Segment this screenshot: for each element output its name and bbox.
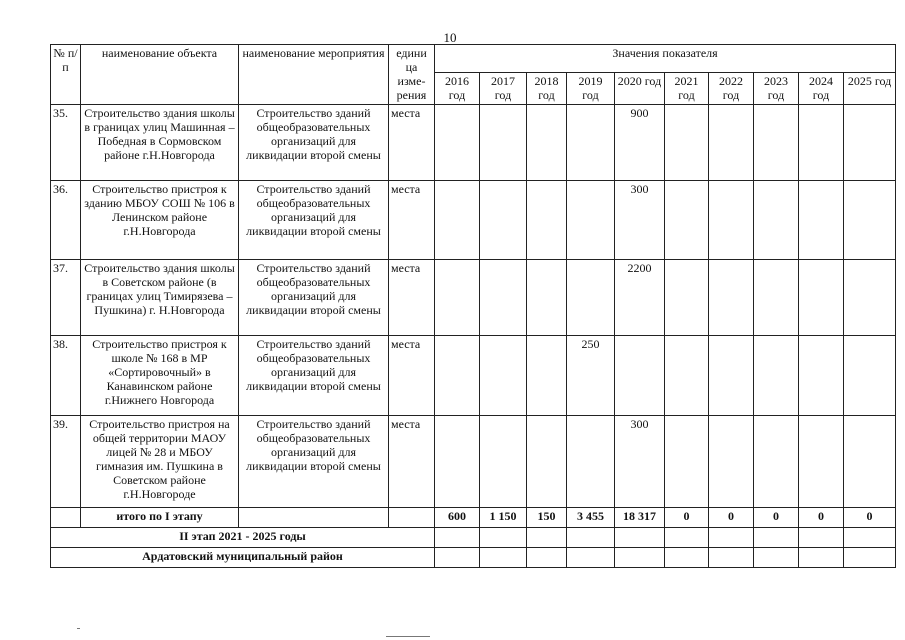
row-value bbox=[435, 416, 480, 508]
row-value bbox=[567, 416, 615, 508]
row-unit: места bbox=[389, 260, 435, 336]
row-value bbox=[754, 260, 799, 336]
row-value bbox=[567, 181, 615, 260]
scan-line bbox=[386, 636, 430, 637]
row-value bbox=[754, 181, 799, 260]
header-year: 2021 год bbox=[665, 73, 709, 105]
row-object: Строительство здания школы в границах улиц Машинная – Победная в Сормовском районе г.Н.Новгорода bbox=[81, 105, 239, 181]
row-value bbox=[567, 260, 615, 336]
row-unit: места bbox=[389, 336, 435, 416]
row-value bbox=[527, 416, 567, 508]
total-value: 0 bbox=[799, 508, 844, 528]
district-row bbox=[51, 548, 896, 568]
indicators-table bbox=[50, 44, 896, 568]
row-value bbox=[799, 336, 844, 416]
table-row bbox=[51, 260, 896, 336]
total-unit-cell bbox=[389, 508, 435, 528]
row-value bbox=[480, 260, 527, 336]
row-value bbox=[665, 260, 709, 336]
table-row bbox=[51, 105, 896, 181]
total-value: 3 455 bbox=[567, 508, 615, 528]
row-value bbox=[527, 336, 567, 416]
row-value bbox=[527, 260, 567, 336]
row-value bbox=[527, 181, 567, 260]
total-event-cell bbox=[239, 508, 389, 528]
total-value: 600 bbox=[435, 508, 480, 528]
row-value bbox=[709, 105, 754, 181]
row-value: 250 bbox=[567, 336, 615, 416]
header-year: 2016 год bbox=[435, 73, 480, 105]
header-year: 2023 год bbox=[754, 73, 799, 105]
table-row bbox=[51, 181, 896, 260]
total-value: 0 bbox=[754, 508, 799, 528]
total-label: итого по I этапу bbox=[81, 508, 239, 528]
row-number: 37. bbox=[51, 260, 81, 336]
district-label: Ардатовский муниципальный район bbox=[51, 548, 435, 568]
total-value: 0 bbox=[709, 508, 754, 528]
row-value bbox=[480, 181, 527, 260]
row-value bbox=[665, 336, 709, 416]
row-value bbox=[480, 336, 527, 416]
header-object: наименование объекта bbox=[81, 45, 239, 105]
row-value bbox=[844, 336, 896, 416]
header-year: 2017 год bbox=[480, 73, 527, 105]
header-unit: едини ца изме-рения bbox=[389, 45, 435, 105]
row-value bbox=[435, 336, 480, 416]
header-event: наименование мероприятия bbox=[239, 45, 389, 105]
row-value: 300 bbox=[615, 181, 665, 260]
row-unit: места bbox=[389, 105, 435, 181]
row-value bbox=[615, 336, 665, 416]
row-value bbox=[665, 181, 709, 260]
total-row bbox=[51, 508, 896, 528]
row-unit: места bbox=[389, 181, 435, 260]
row-value bbox=[754, 336, 799, 416]
stage-row bbox=[51, 528, 896, 548]
scan-line bbox=[77, 628, 80, 629]
table-row bbox=[51, 416, 896, 508]
row-value bbox=[709, 336, 754, 416]
total-value: 150 bbox=[527, 508, 567, 528]
row-event: Строительство зданий общеобразовательных организаций для ликвидации второй смены bbox=[239, 105, 389, 181]
total-value: 0 bbox=[665, 508, 709, 528]
row-object: Строительство пристроя на общей территории МАОУ лицей № 28 и МБОУ гимназия им. Пушкина в Советском районе г.Н.Новгороде bbox=[81, 416, 239, 508]
row-event: Строительство зданий общеобразовательных организаций для ликвидации второй смены bbox=[239, 260, 389, 336]
row-object: Строительство пристроя к школе № 168 в МР «Сортировочный» в Канавинском районе г.Нижнего Новгорода bbox=[81, 336, 239, 416]
row-value bbox=[435, 181, 480, 260]
row-value bbox=[567, 105, 615, 181]
row-value bbox=[709, 416, 754, 508]
row-value bbox=[799, 181, 844, 260]
total-value: 1 150 bbox=[480, 508, 527, 528]
row-event: Строительство зданий общеобразовательных организаций для ликвидации второй смены bbox=[239, 336, 389, 416]
row-number: 35. bbox=[51, 105, 81, 181]
row-value: 900 bbox=[615, 105, 665, 181]
row-value bbox=[709, 260, 754, 336]
row-value bbox=[799, 105, 844, 181]
row-value bbox=[665, 105, 709, 181]
row-value bbox=[665, 416, 709, 508]
row-value bbox=[754, 105, 799, 181]
header-year: 2018 год bbox=[527, 73, 567, 105]
total-value: 18 317 bbox=[615, 508, 665, 528]
row-event: Строительство зданий общеобразовательных организаций для ликвидации второй смены bbox=[239, 416, 389, 508]
header-num: № п/п bbox=[51, 45, 81, 105]
header-values: Значения показателя bbox=[435, 45, 896, 73]
row-object: Строительство пристроя к зданию МБОУ СОШ № 106 в Ленинском районе г.Н.Новгорода bbox=[81, 181, 239, 260]
row-value bbox=[844, 416, 896, 508]
page-number: 10 bbox=[443, 30, 457, 45]
header-year: 2025 год bbox=[844, 73, 896, 105]
row-number: 36. bbox=[51, 181, 81, 260]
row-value bbox=[844, 260, 896, 336]
row-value bbox=[754, 416, 799, 508]
row-value: 2200 bbox=[615, 260, 665, 336]
table-row bbox=[51, 336, 896, 416]
row-value bbox=[480, 105, 527, 181]
row-value: 300 bbox=[615, 416, 665, 508]
row-event: Строительство зданий общеобразовательных организаций для ликвидации второй смены bbox=[239, 181, 389, 260]
row-value bbox=[435, 260, 480, 336]
header-year: 2020 год bbox=[615, 73, 665, 105]
stage-label: II этап 2021 - 2025 годы bbox=[51, 528, 435, 548]
row-value bbox=[844, 105, 896, 181]
header-year: 2019 год bbox=[567, 73, 615, 105]
row-object: Строительство здания школы в Советском районе (в границах улиц Тимирязева – Пушкина) г. Н.Новгорода bbox=[81, 260, 239, 336]
row-value bbox=[844, 181, 896, 260]
total-num-cell bbox=[51, 508, 81, 528]
row-value bbox=[435, 105, 480, 181]
total-value: 0 bbox=[844, 508, 896, 528]
row-value bbox=[527, 105, 567, 181]
row-value bbox=[799, 416, 844, 508]
row-unit: места bbox=[389, 416, 435, 508]
row-number: 38. bbox=[51, 336, 81, 416]
row-value bbox=[799, 260, 844, 336]
row-number: 39. bbox=[51, 416, 81, 508]
row-value bbox=[480, 416, 527, 508]
header-year: 2022 год bbox=[709, 73, 754, 105]
row-value bbox=[709, 181, 754, 260]
header-year: 2024 год bbox=[799, 73, 844, 105]
